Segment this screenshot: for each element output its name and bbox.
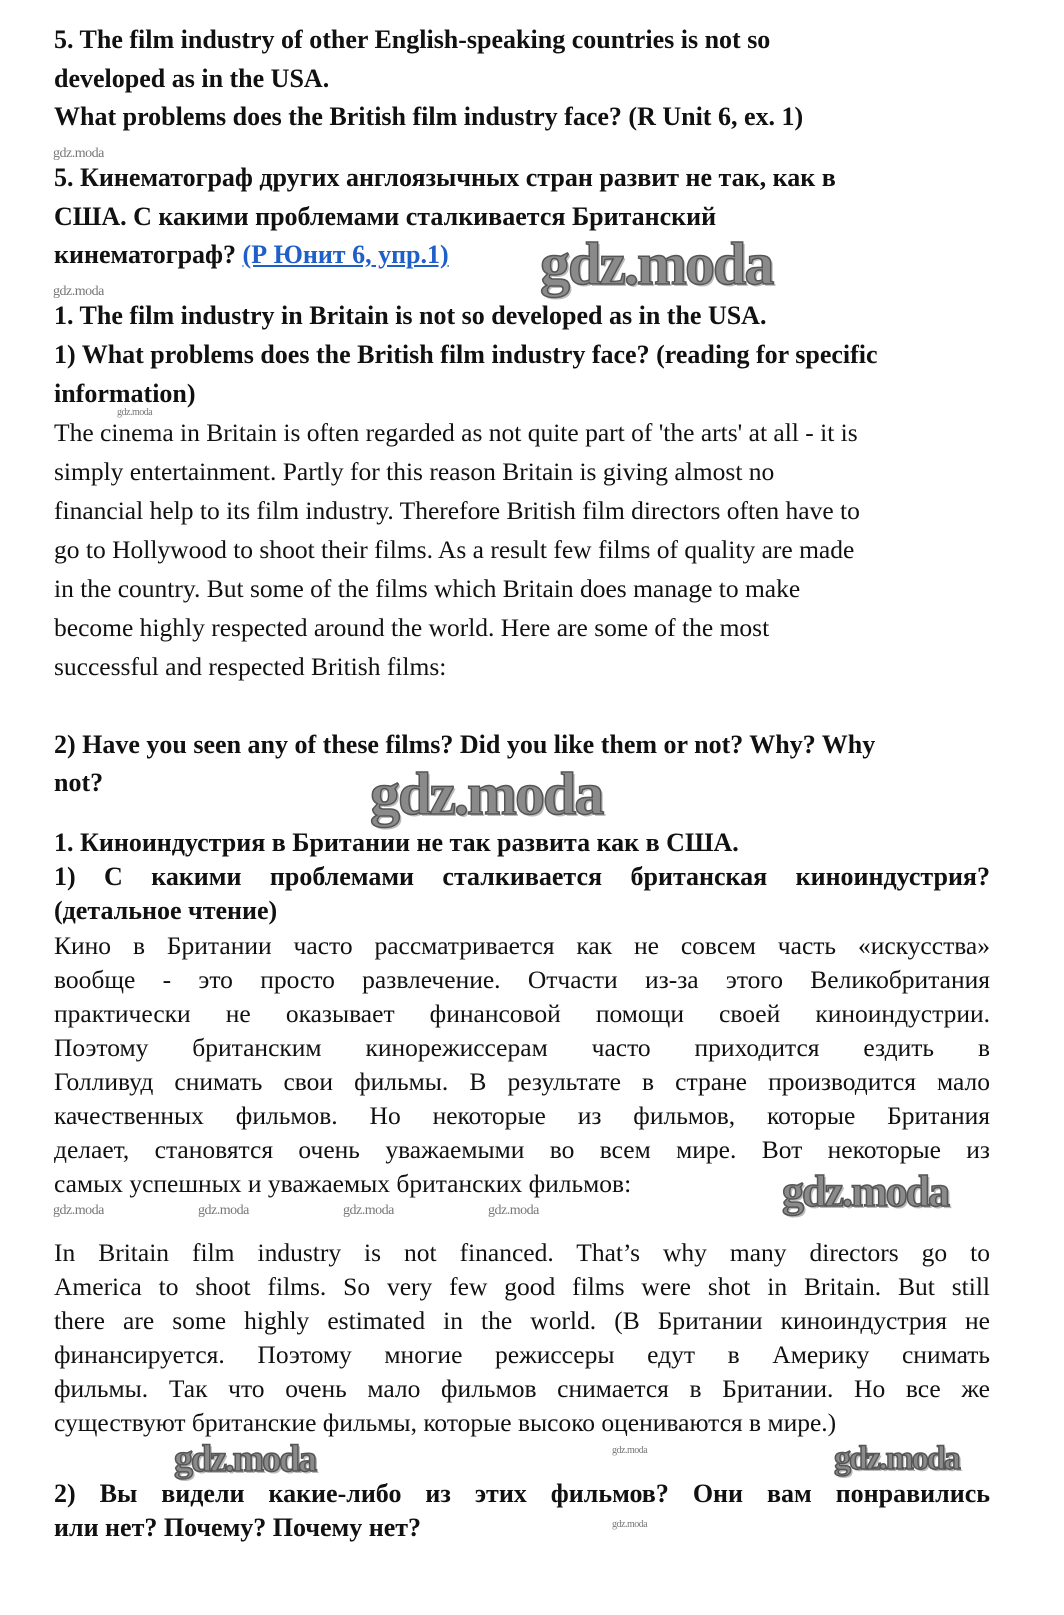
- summary-para-line: In Britain film industry is not financed. That’s why many directors go to: [54, 1238, 990, 1267]
- watermark-small: gdz.moda: [612, 1519, 648, 1530]
- summary-para-line: there are some highly estimated in the world. (В Британии киноиндустрия не: [54, 1306, 990, 1335]
- task-ru-line-2: США. С какими проблемами сталкивается Британский: [54, 202, 717, 231]
- answer-en-q2-line-1: 2) Have you seen any of these films? Did you like them or not? Why? Why: [54, 730, 876, 759]
- answer-en-para-line: in the country. But some of the films which Britain does manage to make: [54, 574, 801, 603]
- watermark-small: gdz.moda: [198, 1203, 249, 1218]
- watermark-small: gdz.moda: [343, 1203, 394, 1218]
- watermark-large: gdz.moda: [782, 1167, 949, 1216]
- answer-en-para-line: become highly respected around the world. Here are some of the most: [54, 613, 770, 642]
- watermark-small: gdz.moda: [53, 284, 104, 299]
- answer-en-heading: 1. The film industry in Britain is not so developed as in the USA.: [54, 301, 767, 330]
- watermark-small: gdz.moda: [53, 1203, 104, 1218]
- task-ru-line-3: [54, 242, 449, 268]
- answer-ru-para-line: вообще - это просто развлечение. Отчасти из-за этого Великобритания: [54, 965, 990, 994]
- answer-en-q2-line-2: not?: [54, 768, 104, 797]
- answer-ru-para-line: Голливуд снимать свои фильмы. В результате в стране производится мало: [54, 1067, 990, 1096]
- answer-ru-para-line: самых успешных и уважаемых британских фильмов:: [54, 1169, 632, 1198]
- watermark-large: gdz.moda: [174, 1438, 316, 1480]
- answer-ru-para-line: Поэтому британским кинорежиссерам часто приходится ездить в: [54, 1033, 990, 1062]
- answer-ru-para-line: делает, становятся очень уважаемыми во всем мире. Вот некоторые из: [54, 1135, 990, 1164]
- answer-en-para-line: successful and respected British films:: [54, 652, 447, 681]
- summary-para-line: существуют британские фильмы, которые высоко оцениваются в мире.): [54, 1408, 837, 1437]
- answer-ru-para-line: Кино в Британии часто рассматривается как не совсем часть «искусства»: [54, 931, 990, 960]
- watermark-large: gdz.moda: [370, 761, 603, 827]
- answer-ru-para-line: практически не оказывает финансовой помощи своей киноиндустрии.: [54, 999, 990, 1028]
- answer-ru-q1-line-2: (детальное чтение): [54, 896, 278, 925]
- answer-en-para-line: financial help to its film industry. Therefore British film directors often have to: [54, 496, 860, 525]
- task-en-line-3: What problems does the British film industry face? (R Unit 6, ex. 1): [54, 102, 804, 131]
- watermark-large: gdz.moda: [834, 1440, 959, 1477]
- task-en-line-2: developed as in the USA.: [54, 64, 330, 93]
- answer-ru-heading: 1. Киноиндустрия в Британии не так развита как в США.: [54, 828, 739, 857]
- task-ru-line-3-text: кинематограф?: [54, 240, 243, 269]
- task-en-line-1: 5. The film industry of other English-speaking countries is not so: [54, 25, 771, 54]
- summary-para-line: America to shoot films. So very few good films were shot in Britain. But still: [54, 1272, 990, 1301]
- watermark-large: gdz.moda: [540, 231, 773, 297]
- watermark-small: gdz.moda: [53, 146, 104, 161]
- watermark-small: gdz.moda: [117, 407, 153, 418]
- answer-ru-para-line: качественных фильмов. Но некоторые из фильмов, которые Британия: [54, 1101, 990, 1130]
- watermark-small: gdz.moda: [488, 1203, 539, 1218]
- answer-en-q1-line-1: 1) What problems does the British film industry face? (reading for specific: [54, 340, 878, 369]
- summary-para-line: финансируется. Поэтому многие режиссеры едут в Америку снимать: [54, 1340, 990, 1369]
- answer-en-para-line: simply entertainment. Partly for this reason Britain is giving almost no: [54, 457, 775, 486]
- summary-para-line: фильмы. Так что очень мало фильмов снимается в Британии. Но все же: [54, 1374, 990, 1403]
- answer-en-para-line: The cinema in Britain is often regarded as not quite part of 'the arts' at all - it is: [54, 418, 858, 447]
- answer-en-para-line: go to Hollywood to shoot their films. As a result few films of quality are made: [54, 535, 855, 564]
- summary-q2-line-1: 2) Вы видели какие-либо из этих фильмов? Они вам понравились: [54, 1479, 990, 1508]
- answer-ru-q1-line-1: 1) С какими проблемами сталкивается британская киноиндустрия?: [54, 862, 990, 891]
- summary-q2-line-2: или нет? Почему? Почему нет?: [54, 1513, 422, 1542]
- watermark-small: gdz.moda: [612, 1445, 648, 1456]
- exercise-link[interactable]: (Р Юнит 6, упр.1): [242, 240, 449, 269]
- task-ru-line-1: 5. Кинематограф других англоязычных стран развит не так, как в: [54, 163, 836, 192]
- answer-en-q1-line-2: information): [54, 379, 196, 408]
